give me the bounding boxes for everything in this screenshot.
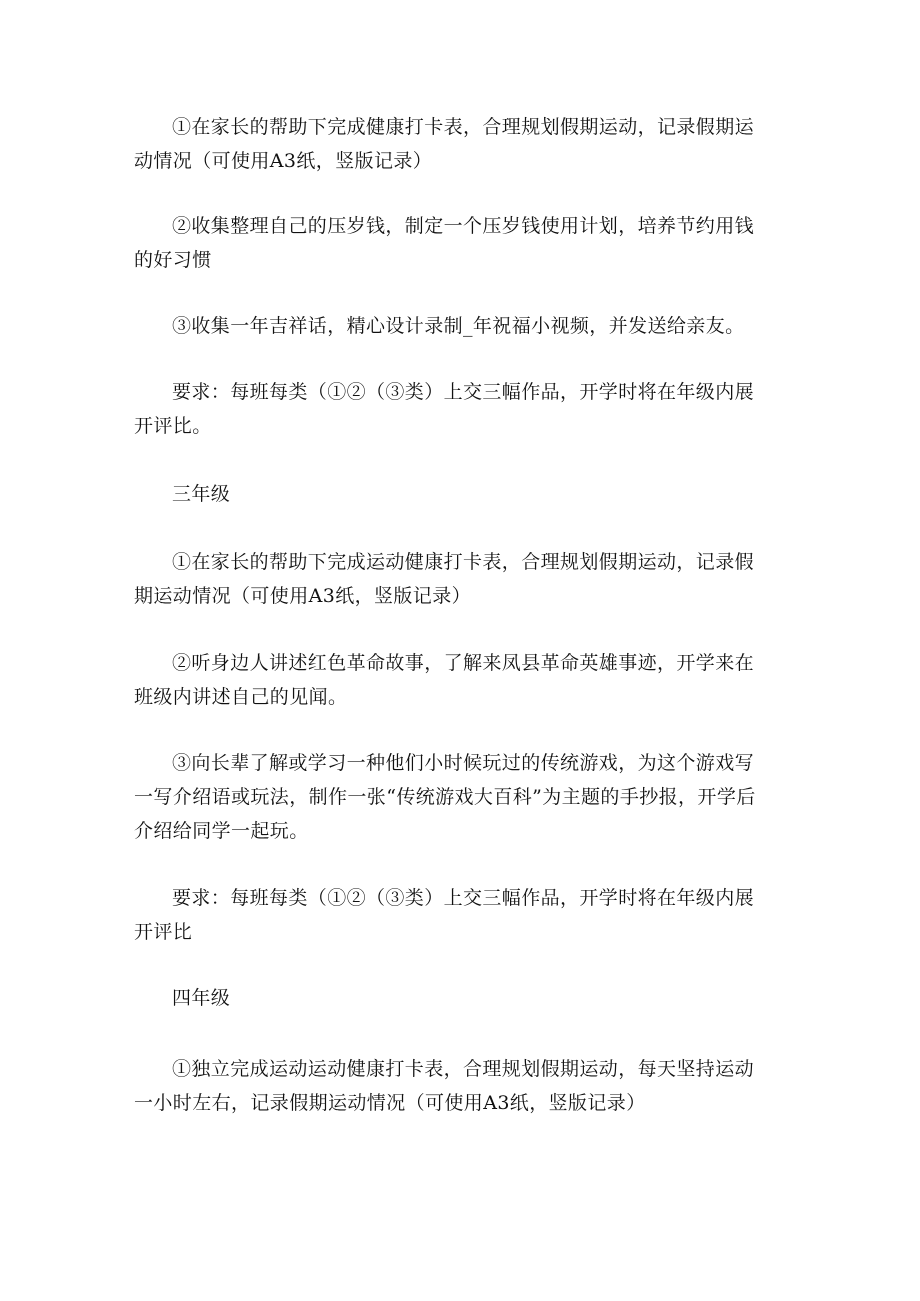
text-line: ②听身边人讲述红色革命故事，了解来凤县革命英雄事迹，开学来在	[172, 652, 755, 674]
paragraph-grade3-item3	[134, 746, 784, 848]
text-line: 介绍给同学一起玩。	[134, 820, 309, 842]
paragraph-grade2-item1	[134, 110, 784, 178]
section-heading: 三年级	[172, 483, 231, 505]
paragraph-grade3-item1	[134, 545, 784, 613]
paragraph-grade4-item1	[134, 1052, 784, 1120]
text-line: ②收集整理自己的压岁钱，制定一个压岁钱使用计划，培养节约用钱	[172, 215, 755, 237]
heading-grade4	[134, 981, 784, 1015]
text-line: 期运动情况（可使用A3纸，竖版记录）	[134, 585, 472, 607]
text-line: 开评比	[134, 921, 193, 943]
text-line: 要求：每班每类（①②（③类）上交三幅作品，开学时将在年级内展	[172, 887, 755, 909]
paragraph-grade2-requirement	[134, 375, 784, 443]
section-heading: 四年级	[172, 987, 231, 1009]
text-line: ①独立完成运动运动健康打卡表，合理规划假期运动，每天坚持运动	[172, 1058, 755, 1080]
text-line: 开评比。	[134, 415, 212, 437]
text-line: 要求：每班每类（①②（③类）上交三幅作品，开学时将在年级内展	[172, 381, 755, 403]
heading-grade3	[134, 477, 784, 511]
text-line: ③向长辈了解或学习一种他们小时候玩过的传统游戏，为这个游戏写	[172, 752, 755, 774]
text-line: 班级内讲述自己的见闻。	[134, 686, 348, 708]
paragraph-grade2-item2	[134, 209, 784, 277]
text-line: ③收集一年吉祥话，精心设计录制_年祝福小视频，并发送给亲友。	[172, 315, 745, 337]
text-line: ①在家长的帮助下完成运动健康打卡表，合理规划假期运动，记录假	[172, 551, 755, 573]
paragraph-grade3-requirement	[134, 881, 784, 949]
text-line: 一小时左右，记录假期运动情况（可使用A3纸，竖版记录）	[134, 1092, 646, 1114]
text-line: 动情况（可使用A3纸，竖版记录）	[134, 150, 433, 172]
paragraph-grade3-item2	[134, 646, 784, 714]
text-line: ①在家长的帮助下完成健康打卡表，合理规划假期运动，记录假期运	[172, 116, 755, 138]
text-line: 一写介绍语或玩法，制作一张“传统游戏大百科”为主题的手抄报，开学后	[134, 786, 756, 808]
text-line: 的好习惯	[134, 249, 212, 271]
paragraph-grade2-item3	[134, 309, 784, 343]
